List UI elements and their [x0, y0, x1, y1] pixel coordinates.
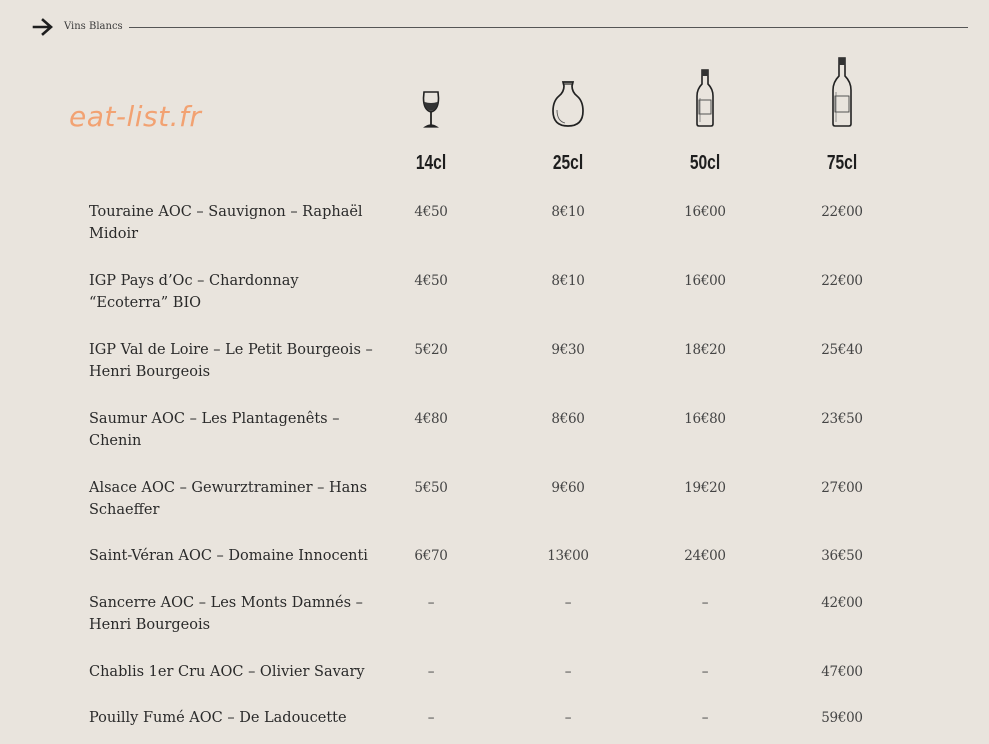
section-title: Vins Blancs: [64, 21, 123, 32]
price-14cl: –: [427, 710, 435, 726]
price-50cl: 18€20: [684, 342, 726, 358]
price-25cl: 9€60: [551, 480, 585, 496]
price-75cl: 59€00: [821, 710, 863, 726]
price-75cl: 36€50: [821, 548, 863, 564]
price-75cl: 23€50: [821, 411, 863, 427]
price-25cl: –: [564, 595, 572, 611]
bottle-icon: [782, 56, 902, 128]
half-bottle-icon: [645, 68, 765, 128]
section-header: [32, 16, 968, 40]
wine-name: Saint-Véran AOC – Domaine Innocenti: [89, 548, 368, 564]
wine-name: Sancerre AOC – Les Monts Damnés – Henri Bourgeois: [89, 595, 363, 633]
price-50cl: 19€20: [684, 480, 726, 496]
price-14cl: –: [427, 664, 435, 680]
size-label-50cl: 50cl: [689, 152, 721, 174]
price-25cl: 9€30: [551, 342, 585, 358]
price-75cl: 22€00: [821, 204, 863, 220]
price-50cl: 16€00: [684, 273, 726, 289]
price-25cl: –: [564, 710, 572, 726]
size-label-25cl: 25cl: [552, 152, 584, 174]
price-75cl: 42€00: [821, 595, 863, 611]
price-75cl: 22€00: [821, 273, 863, 289]
price-25cl: 13€00: [547, 548, 589, 564]
price-14cl: 4€50: [414, 273, 448, 289]
wine-name: Saumur AOC – Les Plantagenêts – Chenin: [89, 411, 340, 449]
price-25cl: –: [564, 664, 572, 680]
wine-name: Alsace AOC – Gewurztraminer – Hans Schaeffer: [89, 480, 368, 518]
price-50cl: 16€00: [684, 204, 726, 220]
carafe-icon: [508, 80, 628, 128]
price-14cl: –: [427, 595, 435, 611]
price-50cl: 16€80: [684, 411, 726, 427]
price-14cl: 5€50: [414, 480, 448, 496]
wine-name: Pouilly Fumé AOC – De Ladoucette: [89, 710, 347, 726]
wine-name: IGP Val de Loire – Le Petit Bourgeois – Henri Bourgeois: [89, 342, 373, 380]
size-label-14cl: 14cl: [415, 152, 447, 174]
price-14cl: 4€50: [414, 204, 448, 220]
watermark: eat-list.fr: [69, 100, 202, 133]
size-label-75cl: 75cl: [826, 152, 858, 174]
price-75cl: 27€00: [821, 480, 863, 496]
price-50cl: –: [701, 595, 709, 611]
header-divider: [129, 27, 968, 28]
price-25cl: 8€10: [551, 204, 585, 220]
price-50cl: –: [701, 664, 709, 680]
price-14cl: 4€80: [414, 411, 448, 427]
price-14cl: 6€70: [414, 548, 448, 564]
arrow-right-icon[interactable]: [32, 18, 54, 36]
price-50cl: 24€00: [684, 548, 726, 564]
price-25cl: 8€10: [551, 273, 585, 289]
wine-name: Touraine AOC – Sauvignon – Raphaël Midoir: [89, 204, 363, 242]
wine-name: IGP Pays d’Oc – Chardonnay “Ecoterra” BIO: [89, 273, 299, 311]
price-75cl: 47€00: [821, 664, 863, 680]
price-14cl: 5€20: [414, 342, 448, 358]
price-75cl: 25€40: [821, 342, 863, 358]
wine-glass-icon: [371, 90, 491, 130]
price-25cl: 8€60: [551, 411, 585, 427]
wine-name: Chablis 1er Cru AOC – Olivier Savary: [89, 664, 365, 680]
price-50cl: –: [701, 710, 709, 726]
